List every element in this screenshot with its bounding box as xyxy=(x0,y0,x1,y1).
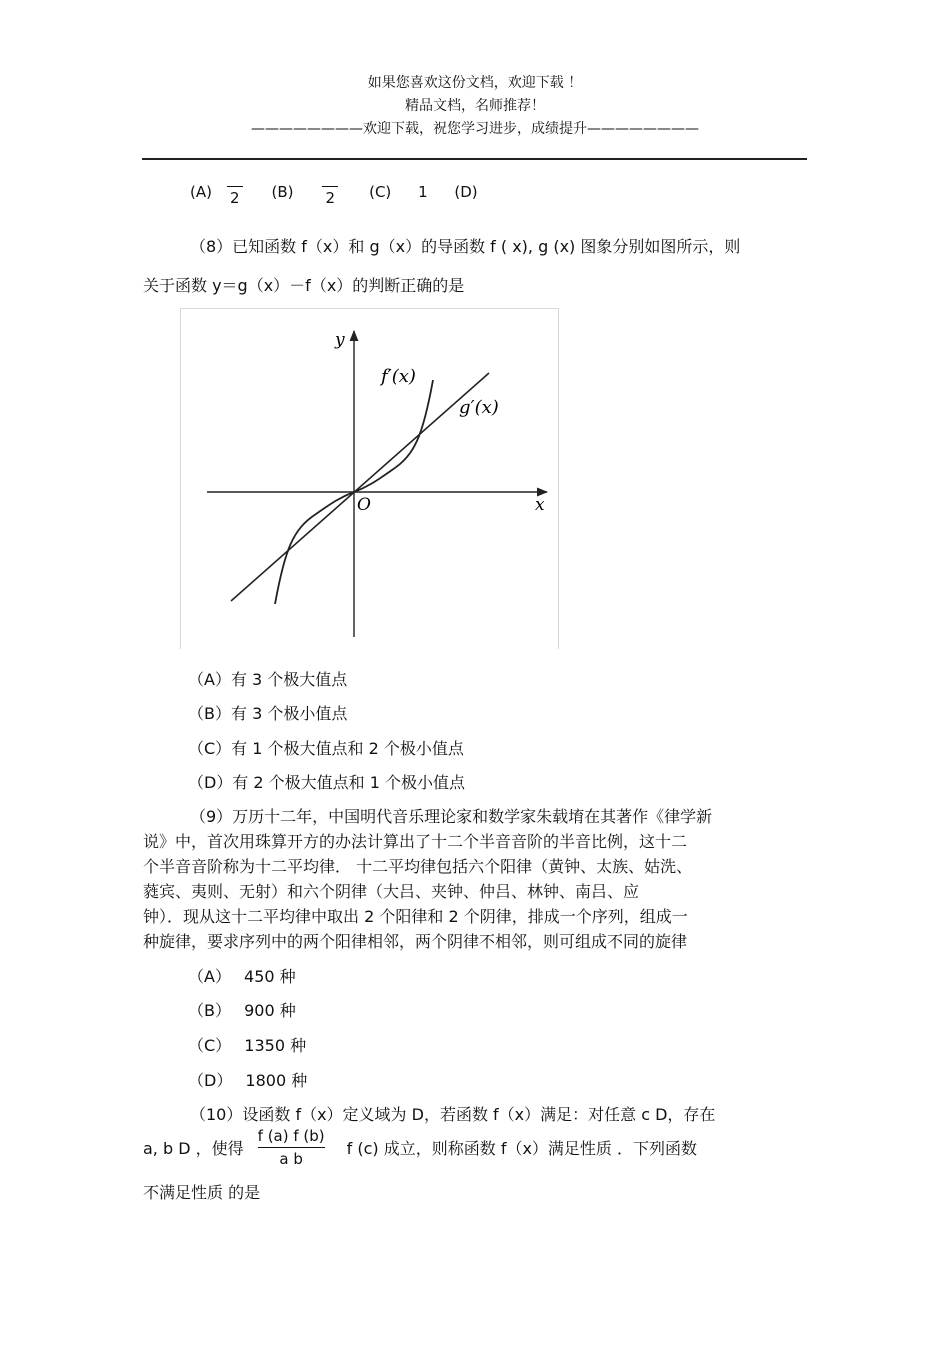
q7-options xyxy=(190,178,478,207)
q7-option-b-fraction xyxy=(322,178,338,207)
q10-stem-line-2 xyxy=(143,1127,697,1168)
q9-option-c-label: （C） xyxy=(188,1036,232,1055)
q9-stem-line-1: （9）万历十二年，中国明代音乐理论家和数学家朱载堉在其著作《律学新 xyxy=(190,807,713,826)
header-line-2: 精品文档，名师推荐！ xyxy=(405,98,545,114)
q9-option-d xyxy=(188,1068,307,1091)
q7-option-a-denominator: 2 xyxy=(229,189,240,207)
header-line-3: ————————欢迎下载，祝您学习进步，成绩提升———————— xyxy=(251,121,699,137)
q7-option-c-label: (C) xyxy=(369,183,392,201)
q8-figure xyxy=(180,308,559,649)
q7-option-b-label: (B) xyxy=(271,183,294,201)
q8-option-a: （A）有 3 个极大值点 xyxy=(188,670,348,689)
q8-stem-line-2: 关于函数 y＝g（x）－f（x）的判断正确的是 xyxy=(143,276,465,295)
q9-stem-line-3: 个半音音阶称为十二平均律． 十二平均律包括六个阳律（黄钟、太族、姑洗、 xyxy=(143,857,693,876)
q9-option-b-text: 900 种 xyxy=(244,1001,296,1020)
header-rule xyxy=(142,158,807,160)
q9-option-d-text: 1800 种 xyxy=(245,1071,308,1090)
q9-option-a-text: 450 种 xyxy=(244,967,296,986)
x-axis-label: x xyxy=(535,495,545,515)
q10-line-2-post: f (c) 成立，则称函数 f（x）满足性质 ．下列函数 xyxy=(346,1139,698,1158)
q10-fraction xyxy=(258,1127,325,1168)
q8-option-c: （C）有 1 个极大值点和 2 个极小值点 xyxy=(188,739,464,758)
q9-option-b-label: （B） xyxy=(188,1001,231,1020)
q8-graph xyxy=(181,309,558,649)
g-prime-line xyxy=(231,373,489,601)
q9-stem-line-4: 蕤宾、夷则、无射）和六个阴律（大吕、夹钟、仲吕、林钟、南吕、应 xyxy=(143,882,640,901)
y-axis-label: y xyxy=(335,330,345,350)
q9-option-a-label: （A） xyxy=(188,967,231,986)
q8-stem-line-1: （8）已知函数 f（x）和 g（x）的导函数 f ( x), g (x) 图象分别如图所示，则 xyxy=(190,237,741,256)
q7-option-a-label: (A) xyxy=(190,183,212,201)
q8-option-b: （B）有 3 个极小值点 xyxy=(188,704,348,723)
origin-label: O xyxy=(357,495,371,515)
q8-option-d: （D）有 2 个极大值点和 1 个极小值点 xyxy=(188,773,466,792)
q9-option-c xyxy=(188,1033,306,1056)
q9-option-a xyxy=(188,964,296,987)
q10-line-2-pre: a, b D ，使得 xyxy=(143,1139,244,1158)
q9-stem-line-6: 种旋律，要求序列中的两个阳律相邻，两个阴律不相邻，则可组成不同的旋律 xyxy=(143,932,688,951)
q10-fraction-denominator: a b xyxy=(279,1150,303,1168)
q10-stem-line-1: （10）设函数 f（x）定义域为 D，若函数 f（x）满足：对任意 c D，存在 xyxy=(190,1105,716,1124)
q7-option-b-denominator: 2 xyxy=(325,189,336,207)
q9-stem-line-5: 钟）．现从这十二平均律中取出 2 个阳律和 2 个阴律，排成一个序列，组成一 xyxy=(143,907,688,926)
f-prime-label: f′(x) xyxy=(381,366,416,387)
q7-option-c-value: 1 xyxy=(418,183,428,201)
q9-option-d-label: （D） xyxy=(188,1071,233,1090)
header-line-1: 如果您喜欢这份文档，欢迎下载 ！ xyxy=(367,75,583,91)
q7-option-d-label: (D) xyxy=(454,183,478,201)
q10-stem-line-3: 不满足性质 的是 xyxy=(143,1183,261,1202)
q9-option-c-text: 1350 种 xyxy=(244,1036,307,1055)
q7-option-a-fraction xyxy=(227,178,243,207)
q9-option-b xyxy=(188,998,296,1021)
q10-fraction-numerator: f (a) f (b) xyxy=(257,1127,325,1145)
g-prime-label: g′(x) xyxy=(459,397,499,418)
q9-stem-line-2: 说》中，首次用珠算开方的办法计算出了十二个半音音阶的半音比例，这十二 xyxy=(143,832,688,851)
